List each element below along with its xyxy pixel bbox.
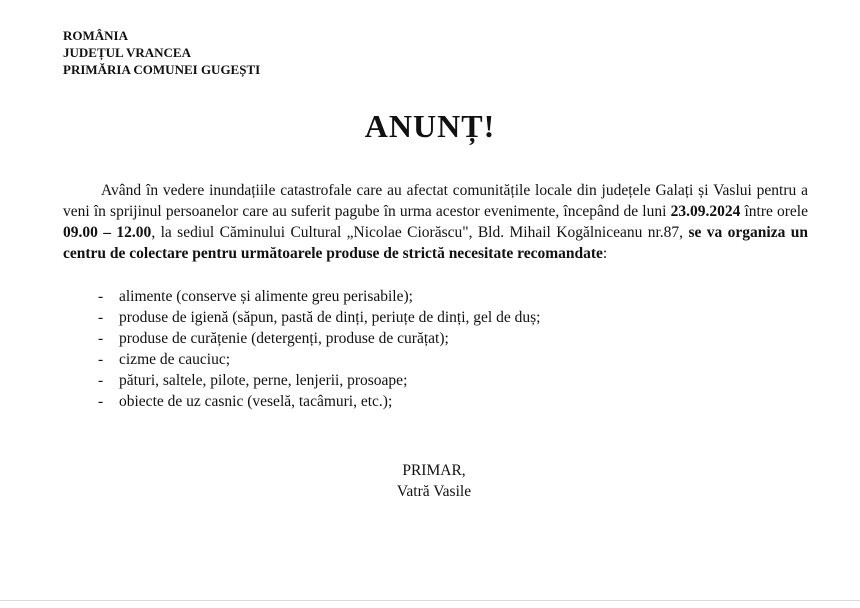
list-item <box>98 391 540 412</box>
header-country: ROMÂNIA <box>63 28 128 43</box>
paragraph-date: 23.09.2024 <box>670 203 741 220</box>
header-county: JUDEȚUL VRANCEA <box>63 45 191 60</box>
signature-role: PRIMAR, <box>402 462 466 479</box>
list-item <box>98 328 540 349</box>
products-list <box>98 286 540 412</box>
list-dash: - <box>98 309 104 326</box>
list-dash: - <box>98 288 104 305</box>
list-item-text: pături, saltele, pilote, perne, lenjerii, prosoape; <box>119 372 408 389</box>
paragraph-hours: 09.00 – 12.00 <box>63 224 152 241</box>
list-dash: - <box>98 372 104 389</box>
document-header <box>63 27 260 78</box>
list-item-text: obiecte de uz casnic (veselă, tacâmuri, etc.); <box>119 393 393 410</box>
paragraph-hours-label: între orele <box>740 203 808 220</box>
list-item <box>98 349 540 370</box>
list-item <box>98 307 540 328</box>
header-institution: PRIMĂRIA COMUNEI GUGEȘTI <box>63 62 261 77</box>
list-item <box>98 370 540 391</box>
paragraph-colon: : <box>602 245 608 262</box>
announcement-paragraph <box>63 180 808 264</box>
paragraph-collection-statement: se va organiza un centru de colectare pentru următoarele produse de strictă necesitate recomandate <box>63 224 809 262</box>
list-dash: - <box>98 330 104 347</box>
list-item-text: produse de igienă (săpun, pastă de dinți, periuțe de dinți, gel de duș; <box>119 309 541 326</box>
list-dash: - <box>98 393 104 410</box>
paragraph-location: , la sediul Căminului Cultural „Nicolae Ciorăscu", Bld. Mihail Kogălniceanu nr.87, <box>151 224 689 241</box>
list-item-text: produse de curățenie (detergenți, produse de curățat); <box>119 330 449 347</box>
page-bottom-edge <box>0 600 860 601</box>
list-item-text: cizme de cauciuc; <box>119 351 231 368</box>
list-item <box>98 286 540 307</box>
signature-name: Vatră Vasile <box>396 483 472 500</box>
list-item-text: alimente (conserve și alimente greu perisabile); <box>119 288 413 305</box>
list-dash: - <box>98 351 104 368</box>
paragraph-intro: Având în vedere inundațiile catastrofale care au afectat comunitățile locale din județele Galați și Vaslui pentru a veni în sprijinul persoanelor care au suferit pagube în urma acestor evenimente, începând de luni <box>63 182 808 220</box>
signature-block <box>374 460 494 502</box>
announcement-title: ANUNȚ! <box>364 108 496 144</box>
